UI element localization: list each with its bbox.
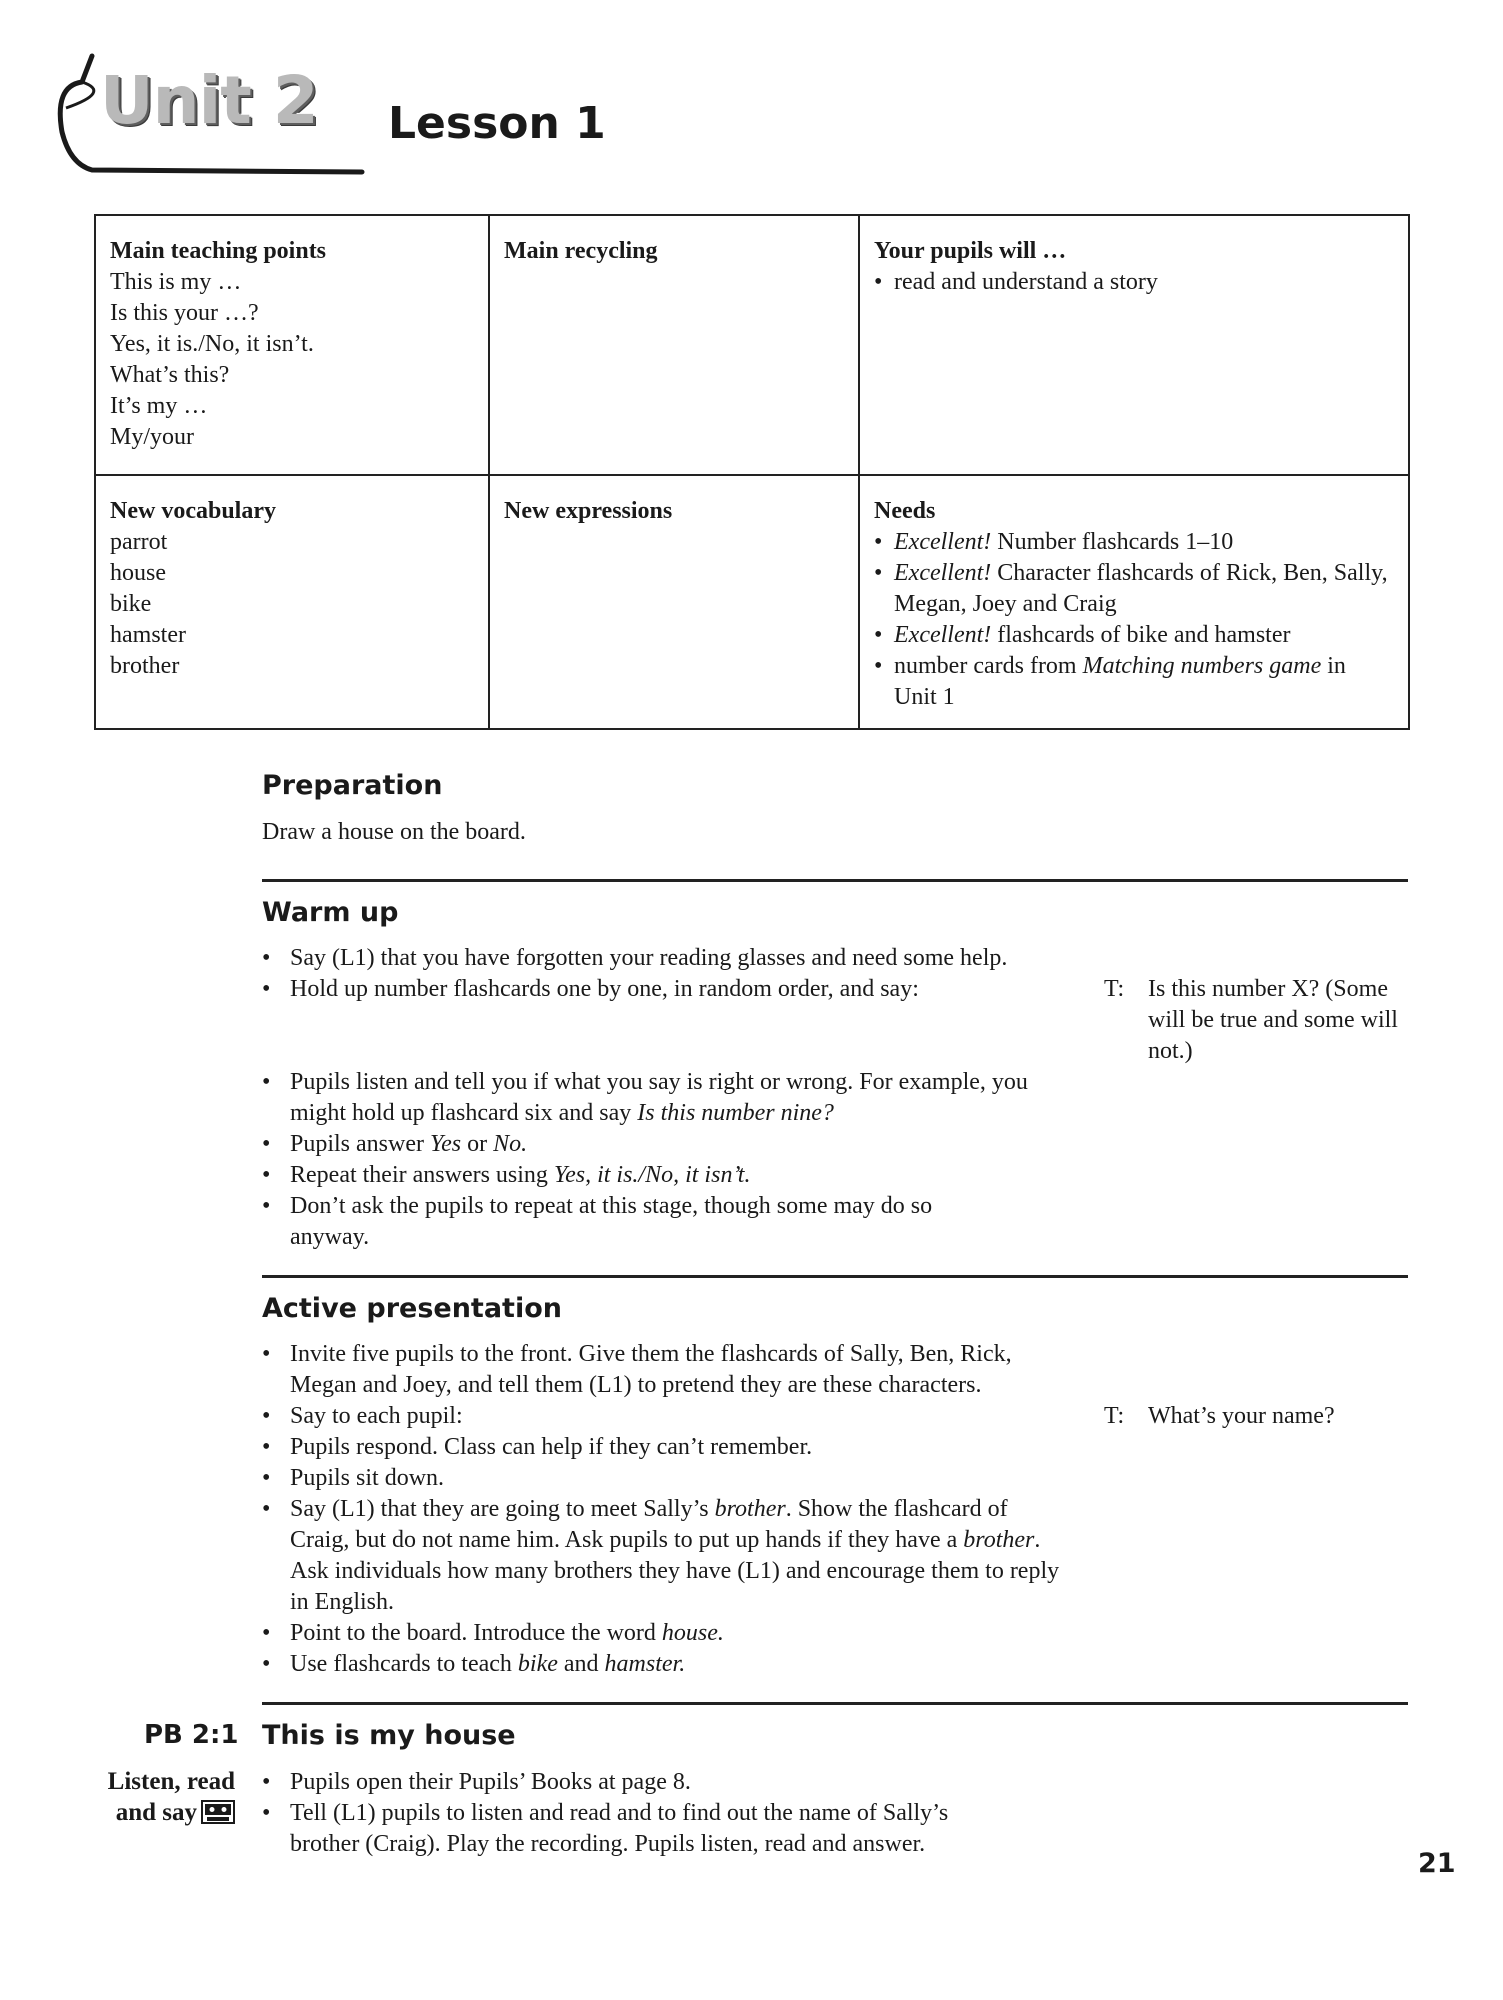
list-item: • Use flashcards to teach bike and hamster. bbox=[262, 1649, 1062, 1680]
list-item: • Excellent! flashcards of bike and hamster bbox=[874, 620, 1394, 651]
list-item: • Pupils listen and tell you if what you say is right or wrong. For example, you might hold up flashcard six and say Is this number nine? bbox=[262, 1067, 1052, 1129]
list-item: • Pupils sit down. bbox=[262, 1463, 1062, 1494]
activity-type bbox=[70, 1766, 235, 1828]
needs-heading: Needs bbox=[874, 498, 936, 524]
teacher-label: T: bbox=[1104, 1403, 1125, 1429]
list-item: • Tell (L1) pupils to listen and read and to find out the name of Sally’s brother (Craig). Play the recording. Pupils listen, read and answer. bbox=[262, 1798, 1022, 1860]
this-is-my-house-heading: This is my house bbox=[262, 1720, 516, 1751]
cell-main-recycling bbox=[489, 215, 859, 475]
cell-new-vocabulary bbox=[95, 475, 489, 729]
pupils-book-reference: PB 2:1 bbox=[144, 1720, 239, 1750]
cell-main-teaching-points bbox=[95, 215, 489, 475]
list-item: • Excellent! Character flashcards of Rick, Ben, Sally, Megan, Joey and Craig bbox=[874, 558, 1394, 620]
main-teaching-points-heading: Main teaching points bbox=[110, 238, 327, 264]
teaching-point: Is this your …? bbox=[110, 300, 259, 326]
teacher-speech: Is this number X? (Some will be true and some will not.) bbox=[1148, 976, 1398, 1064]
your-pupils-will-heading: Your pupils will … bbox=[874, 238, 1067, 264]
active-presentation-list bbox=[262, 1339, 1062, 1680]
teacher-line-warm-up bbox=[1104, 974, 1414, 1067]
new-expressions-heading: New expressions bbox=[504, 498, 673, 524]
teacher-line-presentation bbox=[1104, 1401, 1414, 1432]
list-item: • Invite five pupils to the front. Give them the flashcards of Sally, Ben, Rick, Megan and Joey, and tell them (L1) to pretend they are these characters. bbox=[262, 1339, 1062, 1401]
list-item: • Say to each pupil: bbox=[262, 1401, 1062, 1432]
section-divider bbox=[262, 1702, 1408, 1705]
list-item: • Don’t ask the pupils to repeat at this stage, though some may do so anyway. bbox=[262, 1191, 970, 1253]
vocabulary-word: house bbox=[110, 560, 166, 586]
list-item: • Say (L1) that you have forgotten your reading glasses and need some help. bbox=[262, 943, 1082, 974]
cassette-icon bbox=[201, 1800, 235, 1824]
new-vocabulary-heading: New vocabulary bbox=[110, 498, 276, 524]
pupils-will-list bbox=[874, 267, 1394, 298]
list-item: • Point to the board. Introduce the word house. bbox=[262, 1618, 1062, 1649]
lesson-overview-table bbox=[94, 214, 1410, 730]
teaching-point: It’s my … bbox=[110, 393, 208, 419]
lesson-title: Lesson 1 bbox=[388, 98, 606, 149]
this-is-my-house-list bbox=[262, 1767, 1022, 1860]
teaching-point: My/your bbox=[110, 424, 194, 450]
active-presentation-heading: Active presentation bbox=[262, 1293, 562, 1324]
warm-up-list-a bbox=[262, 943, 1082, 1005]
preparation-heading: Preparation bbox=[262, 770, 443, 801]
list-item: • Hold up number flashcards one by one, in random order, and say: bbox=[262, 974, 1082, 1005]
list-item: • Say (L1) that they are going to meet Sally’s brother. Show the flashcard of Craig, but do not name him. Ask pupils to put up hands if they have a brother. Ask individuals how many brothers they have (L1) and encourage them to reply in English. bbox=[262, 1494, 1062, 1618]
cell-your-pupils-will bbox=[859, 215, 1409, 475]
vocabulary-word: parrot bbox=[110, 529, 168, 555]
teaching-point: What’s this? bbox=[110, 362, 230, 388]
main-recycling-heading: Main recycling bbox=[504, 238, 658, 264]
vocabulary-word: brother bbox=[110, 653, 180, 679]
warm-up-list-b bbox=[262, 1067, 1052, 1253]
unit-title: Unit 2 bbox=[100, 62, 318, 139]
warm-up-heading: Warm up bbox=[262, 897, 399, 928]
section-divider bbox=[262, 879, 1408, 882]
section-divider bbox=[262, 1275, 1408, 1278]
list-item: • Excellent! Number flashcards 1–10 bbox=[874, 527, 1394, 558]
cell-new-expressions bbox=[489, 475, 859, 729]
list-item: • Pupils open their Pupils’ Books at page 8. bbox=[262, 1767, 1022, 1798]
teaching-point: This is my … bbox=[110, 269, 242, 295]
teacher-label: T: bbox=[1104, 976, 1125, 1002]
list-item: • Pupils answer Yes or No. bbox=[262, 1129, 1052, 1160]
vocabulary-word: bike bbox=[110, 591, 152, 617]
list-item: • number cards from Matching numbers game in Unit 1 bbox=[874, 651, 1394, 713]
preparation-text: Draw a house on the board. bbox=[262, 819, 526, 845]
activity-line: Listen, read bbox=[107, 1768, 235, 1795]
list-item: • Repeat their answers using Yes, it is./No, it isn’t. bbox=[262, 1160, 1052, 1191]
page-number: 21 bbox=[1418, 1848, 1456, 1879]
activity-line: and say bbox=[115, 1799, 197, 1826]
vocabulary-word: hamster bbox=[110, 622, 186, 648]
cell-needs bbox=[859, 475, 1409, 729]
needs-list bbox=[874, 527, 1394, 713]
list-item: • Pupils respond. Class can help if they can’t remember. bbox=[262, 1432, 1062, 1463]
list-item: • read and understand a story bbox=[874, 267, 1394, 298]
teacher-speech: What’s your name? bbox=[1148, 1403, 1335, 1429]
teaching-point: Yes, it is./No, it isn’t. bbox=[110, 331, 314, 357]
